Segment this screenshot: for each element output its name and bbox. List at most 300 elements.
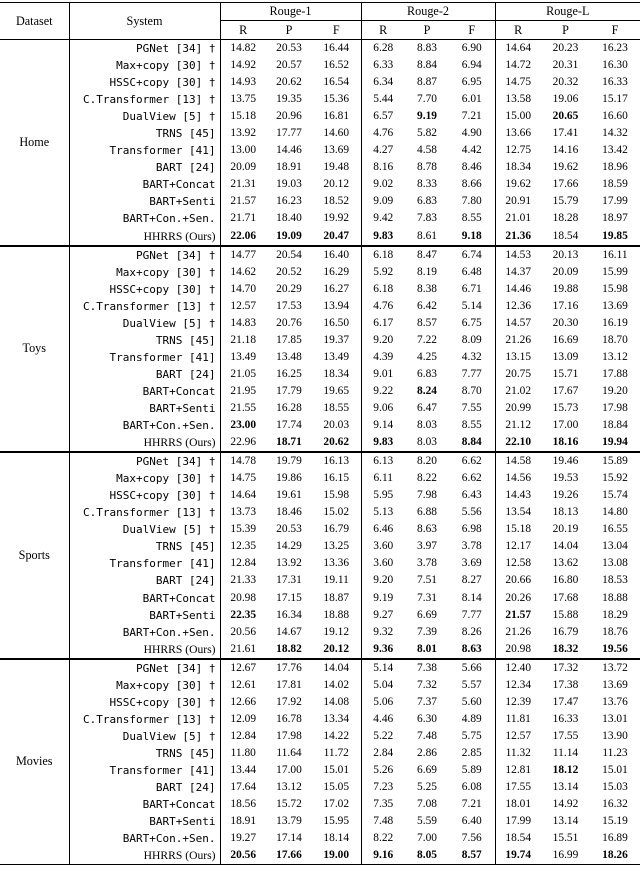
score-cell: 20.26 — [505, 591, 532, 604]
table-row — [0, 74, 640, 91]
score-cell: 9.42 — [373, 212, 394, 225]
table-row — [0, 91, 640, 108]
score-cell: 18.71 — [276, 436, 302, 449]
score-cell: 20.32 — [552, 76, 579, 89]
table-row — [0, 142, 640, 159]
score-cell: 13.69 — [602, 299, 628, 312]
score-cell: 22.96 — [230, 436, 257, 449]
score-cell: 13.75 — [230, 93, 257, 106]
score-cell: 21.18 — [230, 333, 257, 346]
score-cell: 18.91 — [276, 161, 302, 174]
score-cell: 16.23 — [602, 42, 628, 54]
dataset-label: Toys — [0, 246, 69, 453]
score-cell: 15.51 — [552, 832, 579, 845]
score-cell: 3.78 — [449, 538, 495, 555]
score-cell: 9.32 — [373, 625, 394, 638]
score-cell: 17.74 — [276, 419, 302, 432]
score-cell: 13.90 — [602, 729, 628, 742]
score-cell: 3.78 — [417, 557, 437, 570]
score-cell: 17.02 — [312, 796, 361, 813]
score-cell: 16.89 — [602, 832, 628, 845]
table-row — [0, 298, 640, 315]
score-cell: 8.19 — [417, 265, 437, 278]
system-name: BART+Con.+Sen. — [69, 830, 220, 847]
table-row — [0, 694, 640, 711]
score-cell: 8.87 — [417, 76, 437, 89]
score-cell: 13.92 — [230, 127, 257, 140]
score-cell: 5.60 — [449, 694, 495, 711]
score-cell: 6.94 — [449, 57, 495, 74]
table-row — [0, 641, 640, 659]
score-cell: 19.00 — [312, 847, 361, 865]
score-cell: 14.83 — [230, 316, 257, 329]
score-cell: 8.61 — [417, 229, 437, 242]
table-row — [0, 366, 640, 383]
header-r2-recall: R — [361, 21, 405, 40]
score-cell: 14.37 — [505, 265, 532, 278]
score-cell: 5.22 — [373, 729, 394, 742]
score-cell: 20.62 — [312, 434, 361, 452]
score-cell: 7.83 — [417, 212, 437, 225]
score-cell: 7.98 — [417, 489, 437, 502]
table-header — [0, 3, 640, 40]
score-cell: 15.88 — [552, 608, 579, 621]
score-cell: 17.32 — [541, 659, 590, 677]
score-cell: 17.81 — [276, 678, 302, 691]
table-row — [0, 538, 640, 555]
table-row — [0, 572, 640, 589]
score-cell: 12.81 — [505, 763, 532, 776]
score-cell: 13.92 — [276, 557, 302, 570]
score-cell: 17.38 — [552, 678, 579, 691]
table-row — [0, 452, 640, 470]
score-cell: 11.81 — [505, 712, 531, 725]
system-name: HSSC+copy [30] † — [69, 281, 220, 298]
system-name: BART+Senti — [69, 193, 220, 210]
table-row — [0, 315, 640, 332]
score-cell: 13.48 — [276, 350, 302, 363]
score-cell: 15.19 — [602, 815, 628, 828]
score-cell: 5.82 — [417, 127, 437, 140]
score-cell: 7.32 — [417, 678, 437, 691]
system-name: BART+Concat — [69, 796, 220, 813]
score-cell: 19.27 — [230, 832, 257, 845]
score-cell: 18.53 — [602, 574, 628, 587]
score-cell: 20.29 — [276, 282, 302, 295]
score-cell: 8.66 — [449, 176, 495, 193]
table-row — [0, 417, 640, 434]
score-cell: 13.73 — [230, 506, 257, 519]
score-cell: 8.78 — [417, 161, 437, 174]
score-cell: 12.40 — [495, 659, 541, 677]
score-cell: 18.96 — [602, 161, 628, 174]
score-cell: 19.48 — [312, 159, 361, 176]
score-cell: 14.16 — [552, 144, 579, 157]
score-cell: 6.33 — [373, 59, 394, 72]
score-cell: 16.44 — [312, 40, 361, 58]
score-cell: 19.85 — [602, 229, 628, 242]
score-cell: 4.46 — [373, 712, 394, 725]
score-cell: 16.23 — [276, 195, 302, 208]
table-row — [0, 159, 640, 176]
score-cell: 19.94 — [602, 436, 628, 449]
score-cell: 4.39 — [373, 350, 394, 363]
score-cell: 19.92 — [312, 210, 361, 227]
score-cell: 19.62 — [505, 178, 532, 191]
score-cell: 17.41 — [552, 127, 579, 140]
score-cell: 14.43 — [505, 489, 532, 502]
system-name: C.Transformer [13] † — [69, 91, 220, 108]
score-cell: 9.18 — [449, 228, 495, 246]
score-cell: 15.89 — [590, 452, 640, 470]
table-body — [0, 40, 640, 865]
score-cell: 8.38 — [417, 282, 437, 295]
score-cell: 15.99 — [602, 265, 628, 278]
score-cell: 7.48 — [417, 729, 437, 742]
score-cell: 5.14 — [361, 659, 405, 677]
system-name: Max+copy [30] † — [69, 470, 220, 487]
score-cell: 13.09 — [552, 350, 579, 363]
score-cell: 8.24 — [417, 384, 437, 397]
score-cell: 2.84 — [373, 746, 394, 759]
system-name: HHRRS (Ours) — [69, 228, 220, 246]
score-cell: 12.75 — [505, 144, 532, 157]
score-cell: 20.12 — [312, 176, 361, 193]
score-cell: 21.01 — [505, 212, 532, 225]
score-cell: 20.53 — [276, 523, 302, 536]
score-cell: 17.64 — [230, 781, 257, 794]
score-cell: 8.22 — [373, 832, 394, 845]
score-cell: 20.96 — [276, 110, 302, 123]
system-name: PGNet [34] † — [69, 452, 220, 470]
table-row — [0, 677, 640, 694]
system-name: C.Transformer [13] † — [69, 298, 220, 315]
table-row — [0, 176, 640, 193]
score-cell: 16.99 — [541, 847, 590, 865]
score-cell: 8.16 — [373, 161, 394, 174]
score-cell: 14.75 — [505, 76, 532, 89]
score-cell: 21.12 — [505, 419, 532, 432]
score-cell: 17.67 — [552, 384, 579, 397]
score-cell: 17.99 — [602, 195, 628, 208]
score-cell: 14.04 — [552, 540, 579, 553]
score-cell: 9.19 — [373, 591, 394, 604]
score-cell: 13.04 — [602, 540, 628, 553]
score-cell: 13.79 — [276, 815, 302, 828]
score-cell: 20.65 — [552, 110, 579, 123]
score-cell: 12.57 — [230, 299, 257, 312]
score-cell: 8.05 — [405, 847, 449, 865]
header-r2-precision: P — [405, 21, 449, 40]
score-cell: 4.76 — [373, 299, 394, 312]
score-cell: 16.60 — [602, 110, 628, 123]
score-cell: 22.35 — [230, 608, 257, 621]
score-cell: 16.78 — [276, 712, 302, 725]
system-name: BART+Concat — [69, 590, 220, 607]
score-cell: 4.27 — [373, 144, 394, 157]
score-cell: 13.25 — [312, 538, 361, 555]
system-name: BART [24] — [69, 159, 220, 176]
score-cell: 18.76 — [602, 625, 628, 638]
score-cell: 6.75 — [449, 315, 495, 332]
score-cell: 14.77 — [220, 246, 266, 264]
score-cell: 6.57 — [373, 110, 394, 123]
score-cell: 15.79 — [552, 195, 579, 208]
score-cell: 17.85 — [276, 333, 302, 346]
score-cell: 18.88 — [312, 607, 361, 624]
score-cell: 21.26 — [505, 625, 532, 638]
score-cell: 13.69 — [602, 678, 628, 691]
score-cell: 4.90 — [449, 125, 495, 142]
score-cell: 20.23 — [552, 42, 579, 54]
score-cell: 15.74 — [602, 489, 628, 502]
score-cell: 11.23 — [602, 746, 628, 759]
score-cell: 15.95 — [312, 813, 361, 830]
score-cell: 5.92 — [373, 265, 394, 278]
score-cell: 5.26 — [373, 763, 394, 776]
score-cell: 20.56 — [230, 625, 257, 638]
score-cell: 17.92 — [276, 695, 302, 708]
system-name: PGNet [34] † — [69, 246, 220, 264]
score-cell: 20.99 — [505, 401, 532, 414]
score-cell: 14.56 — [505, 472, 532, 485]
score-cell: 15.98 — [312, 487, 361, 504]
score-cell: 14.92 — [552, 798, 579, 811]
score-cell: 16.25 — [276, 367, 302, 380]
score-cell: 9.09 — [373, 195, 394, 208]
score-cell: 16.52 — [312, 57, 361, 74]
score-cell: 14.02 — [312, 677, 361, 694]
score-cell: 8.55 — [449, 210, 495, 227]
score-cell: 16.27 — [312, 281, 361, 298]
score-cell: 18.01 — [505, 798, 532, 811]
score-cell: 19.74 — [495, 847, 541, 865]
score-cell: 12.58 — [505, 557, 532, 570]
score-cell: 22.10 — [505, 436, 532, 449]
system-name: BART+Senti — [69, 400, 220, 417]
score-cell: 17.88 — [602, 367, 628, 380]
score-cell: 6.18 — [373, 282, 394, 295]
table-row — [0, 193, 640, 210]
table-row — [0, 659, 640, 677]
score-cell: 15.36 — [312, 91, 361, 108]
score-cell: 7.77 — [449, 607, 495, 624]
score-cell: 13.36 — [312, 555, 361, 572]
score-cell: 21.55 — [230, 401, 257, 414]
table-row — [0, 246, 640, 264]
score-cell: 17.16 — [552, 299, 579, 312]
score-cell: 12.35 — [230, 540, 257, 553]
table-row — [0, 779, 640, 796]
score-cell: 20.62 — [276, 76, 302, 89]
score-cell: 16.29 — [312, 264, 361, 281]
score-cell: 18.88 — [602, 591, 628, 604]
score-cell: 18.46 — [276, 506, 302, 519]
score-cell: 6.62 — [449, 452, 495, 470]
table-row — [0, 125, 640, 142]
score-cell: 13.66 — [505, 127, 532, 140]
score-cell: 9.16 — [361, 847, 405, 865]
score-cell: 2.86 — [417, 746, 437, 759]
score-cell: 20.52 — [276, 265, 302, 278]
table-row — [0, 555, 640, 572]
system-name: Transformer [41] — [69, 349, 220, 366]
score-cell: 8.46 — [449, 159, 495, 176]
table-row — [0, 332, 640, 349]
score-cell: 14.64 — [505, 42, 532, 54]
score-cell: 18.28 — [552, 212, 579, 225]
table-row — [0, 590, 640, 607]
score-cell: 5.06 — [373, 695, 394, 708]
system-name: BART+Concat — [69, 176, 220, 193]
system-name: HSSC+copy [30] † — [69, 487, 220, 504]
score-cell: 21.26 — [505, 333, 532, 346]
score-cell: 20.54 — [266, 246, 312, 264]
table-row — [0, 830, 640, 847]
score-cell: 6.71 — [449, 281, 495, 298]
score-cell: 16.81 — [312, 108, 361, 125]
dataset-label: Sports — [0, 452, 69, 659]
score-cell: 18.12 — [552, 763, 579, 776]
table-row — [0, 487, 640, 504]
system-name: HHRRS (Ours) — [69, 641, 220, 659]
table-row — [0, 504, 640, 521]
system-name: PGNet [34] † — [69, 659, 220, 677]
score-cell: 16.69 — [552, 333, 579, 346]
score-cell: 5.04 — [373, 678, 394, 691]
score-cell: 9.02 — [373, 178, 394, 191]
score-cell: 17.55 — [505, 781, 532, 794]
score-cell: 21.57 — [230, 195, 257, 208]
score-cell: 20.31 — [552, 59, 579, 72]
score-cell: 8.57 — [449, 847, 495, 865]
score-cell: 7.39 — [417, 625, 437, 638]
score-cell: 8.33 — [417, 178, 437, 191]
score-cell: 20.09 — [230, 161, 257, 174]
score-cell: 13.14 — [552, 815, 579, 828]
score-cell: 20.76 — [276, 316, 302, 329]
score-cell: 16.33 — [602, 76, 628, 89]
score-cell: 16.54 — [312, 74, 361, 91]
score-cell: 13.01 — [602, 712, 628, 725]
score-cell: 8.70 — [449, 383, 495, 400]
score-cell: 14.82 — [230, 42, 257, 54]
score-cell: 7.55 — [449, 400, 495, 417]
score-cell: 5.89 — [449, 762, 495, 779]
score-cell: 7.77 — [449, 366, 495, 383]
table-row — [0, 813, 640, 830]
score-cell: 18.13 — [552, 506, 579, 519]
score-cell: 12.84 — [230, 557, 257, 570]
header-system: System — [69, 3, 220, 40]
score-cell: 15.03 — [602, 781, 628, 794]
score-cell: 17.00 — [276, 763, 302, 776]
score-cell: 6.34 — [373, 76, 394, 89]
table-row — [0, 745, 640, 762]
score-cell: 6.83 — [417, 367, 437, 380]
system-name: BART+Con.+Sen. — [69, 417, 220, 434]
score-cell: 8.84 — [449, 434, 495, 452]
score-cell: 7.37 — [417, 695, 437, 708]
score-cell: 19.46 — [541, 452, 590, 470]
score-cell: 9.14 — [373, 419, 394, 432]
system-name: Max+copy [30] † — [69, 677, 220, 694]
score-cell: 6.48 — [449, 264, 495, 281]
score-cell: 14.70 — [230, 282, 257, 295]
score-cell: 16.79 — [312, 521, 361, 538]
score-cell: 17.15 — [276, 591, 302, 604]
system-name: Transformer [41] — [69, 762, 220, 779]
score-cell: 13.14 — [552, 781, 579, 794]
system-name: BART+Senti — [69, 607, 220, 624]
score-cell: 3.97 — [417, 540, 437, 553]
score-cell: 18.34 — [312, 366, 361, 383]
score-cell: 18.91 — [230, 815, 257, 828]
score-cell: 15.18 — [230, 110, 257, 123]
score-cell: 7.35 — [373, 798, 394, 811]
score-cell: 15.00 — [505, 110, 532, 123]
score-cell: 19.65 — [312, 383, 361, 400]
score-cell: 7.21 — [449, 796, 495, 813]
score-cell: 17.55 — [552, 729, 579, 742]
score-cell: 15.18 — [505, 523, 532, 536]
score-cell: 15.01 — [312, 762, 361, 779]
score-cell: 19.26 — [552, 489, 579, 502]
results-table — [0, 2, 640, 865]
score-cell: 7.22 — [417, 333, 437, 346]
score-cell: 13.42 — [602, 144, 628, 157]
score-cell: 20.30 — [552, 316, 579, 329]
score-cell: 7.21 — [449, 108, 495, 125]
score-cell: 17.77 — [276, 127, 302, 140]
table-row — [0, 847, 640, 865]
score-cell: 21.05 — [230, 367, 257, 380]
score-cell: 6.28 — [373, 42, 394, 54]
score-cell: 3.60 — [373, 540, 394, 553]
score-cell: 14.62 — [230, 265, 257, 278]
score-cell: 23.00 — [230, 419, 257, 432]
score-cell: 9.83 — [373, 436, 394, 449]
dataset-label: Home — [0, 40, 69, 246]
score-cell: 6.98 — [449, 521, 495, 538]
score-cell: 13.34 — [312, 711, 361, 728]
score-cell: 17.76 — [266, 659, 312, 677]
score-cell: 5.13 — [373, 506, 394, 519]
system-name: BART [24] — [69, 366, 220, 383]
score-cell: 18.26 — [590, 847, 640, 865]
table-row — [0, 711, 640, 728]
score-cell: 6.01 — [449, 91, 495, 108]
score-cell: 4.58 — [417, 144, 437, 157]
score-cell: 14.04 — [312, 659, 361, 677]
score-cell: 5.59 — [417, 815, 437, 828]
score-cell: 18.52 — [312, 193, 361, 210]
score-cell: 18.54 — [552, 229, 579, 242]
system-name: Transformer [41] — [69, 555, 220, 572]
score-cell: 9.20 — [373, 574, 394, 587]
table-row — [0, 383, 640, 400]
score-cell: 20.12 — [312, 641, 361, 659]
score-cell: 15.92 — [602, 472, 628, 485]
score-cell: 15.05 — [312, 779, 361, 796]
score-cell: 13.44 — [230, 763, 257, 776]
score-cell: 13.12 — [276, 781, 302, 794]
score-cell: 7.80 — [449, 193, 495, 210]
table-row — [0, 521, 640, 538]
score-cell: 17.53 — [276, 299, 302, 312]
score-cell: 7.31 — [417, 591, 437, 604]
score-cell: 21.57 — [505, 608, 532, 621]
